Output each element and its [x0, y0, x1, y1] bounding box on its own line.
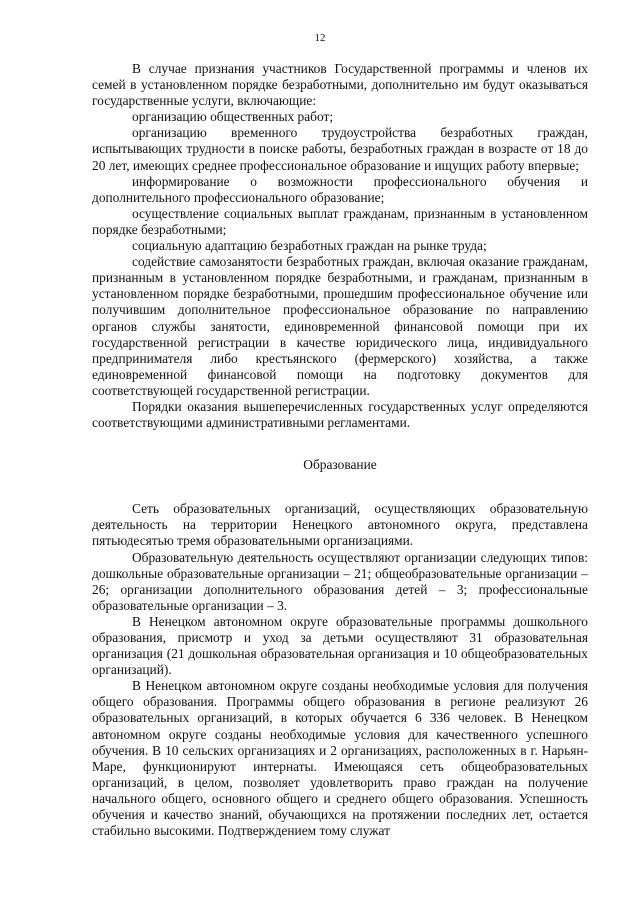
paragraph: В Ненецком автономном округе образовательные программы дошкольного образования, присмотр и уход за детьми осуществляют 31 образовательная организация (21 дошкольная образовательная организация и 10 общеобразовательных организаций). [92, 613, 588, 678]
list-item: социальную адаптацию безработных граждан на рынке труда; [132, 238, 487, 254]
list-item: организацию общественных работ; [132, 109, 334, 125]
paragraph: В случае признания участников Государственной программы и членов их семей в установленном порядке безработными, дополнительно им будут оказываться государственные услуги, включающие: [92, 61, 588, 109]
list-item: содействие самозанятости безработных граждан, включая оказание гражданам, признанным в установленном порядке безработными, и гражданам, признанным в установленном порядке безработными, прошедшим профессиональное обучение или получившим дополнительное профессиональное образование по направлению органов службы занятости, единовременной финансовой помощи при их государственной регистрации в качестве юридического лица, индивидуального предпринимателя либо крестьянского (фермерского) хозяйства, а также единовременной финансовой помощи на подготовку документов для соответствующей государственной регистрации. [92, 254, 588, 398]
list-item: осуществление социальных выплат гражданам, признанным в установленном порядке безработными; [92, 205, 588, 237]
paragraph: Порядки оказания вышеперечисленных государственных услуг определяются соответствующими административными регламентами. [92, 398, 588, 431]
paragraph: В Ненецком автономном округе созданы необходимые условия для получения общего образования. Программы общего образования в регионе реализуют 26 образовательных организаций, в которых обучается 6 336 человек. В Ненецком автономном округе созданы необходимые условия для качественного успешного обучения. В 10 сельских организациях и 2 организациях, расположенных в г. Нарьян-Маре, функционируют интернаты. Имеющаяся сеть общеобразовательных организаций, в целом, позволяет удовлетворить право граждан на получение начального общего, основного общего и среднего общего образования. Успешность обучения и качество знаний, обучающихся на протяжении последних лет, остается стабильно высокими. Подтверждением тому служат [92, 678, 588, 839]
page-number: 12 [314, 32, 326, 44]
paragraph: Образовательную деятельность осуществляют организации следующих типов: дошкольные образовательные организации – 21; общеобразовательные организации – 26; организации дополнительного образования детей – 3; профессиональные образовательные организации – 3. [92, 549, 588, 613]
list-item: информирование о возможности профессионального обучения и дополнительного профессионального образование; [92, 173, 588, 205]
list-item: организацию временного трудоустройства безработных граждан, испытывающих трудности в поиске работы, безработных граждан в возрасте от 18 до 20 лет, имеющих среднее профессиональное образование и ищущих работу впервые; [92, 125, 588, 173]
document-body [92, 61, 588, 839]
section-heading: Образование [303, 457, 377, 473]
paragraph: Сеть образовательных организаций, осуществляющих образовательную деятельность на территории Ненецкого автономного округа, представлена пятьюдесятью тремя образовательными организациями. [92, 501, 588, 549]
